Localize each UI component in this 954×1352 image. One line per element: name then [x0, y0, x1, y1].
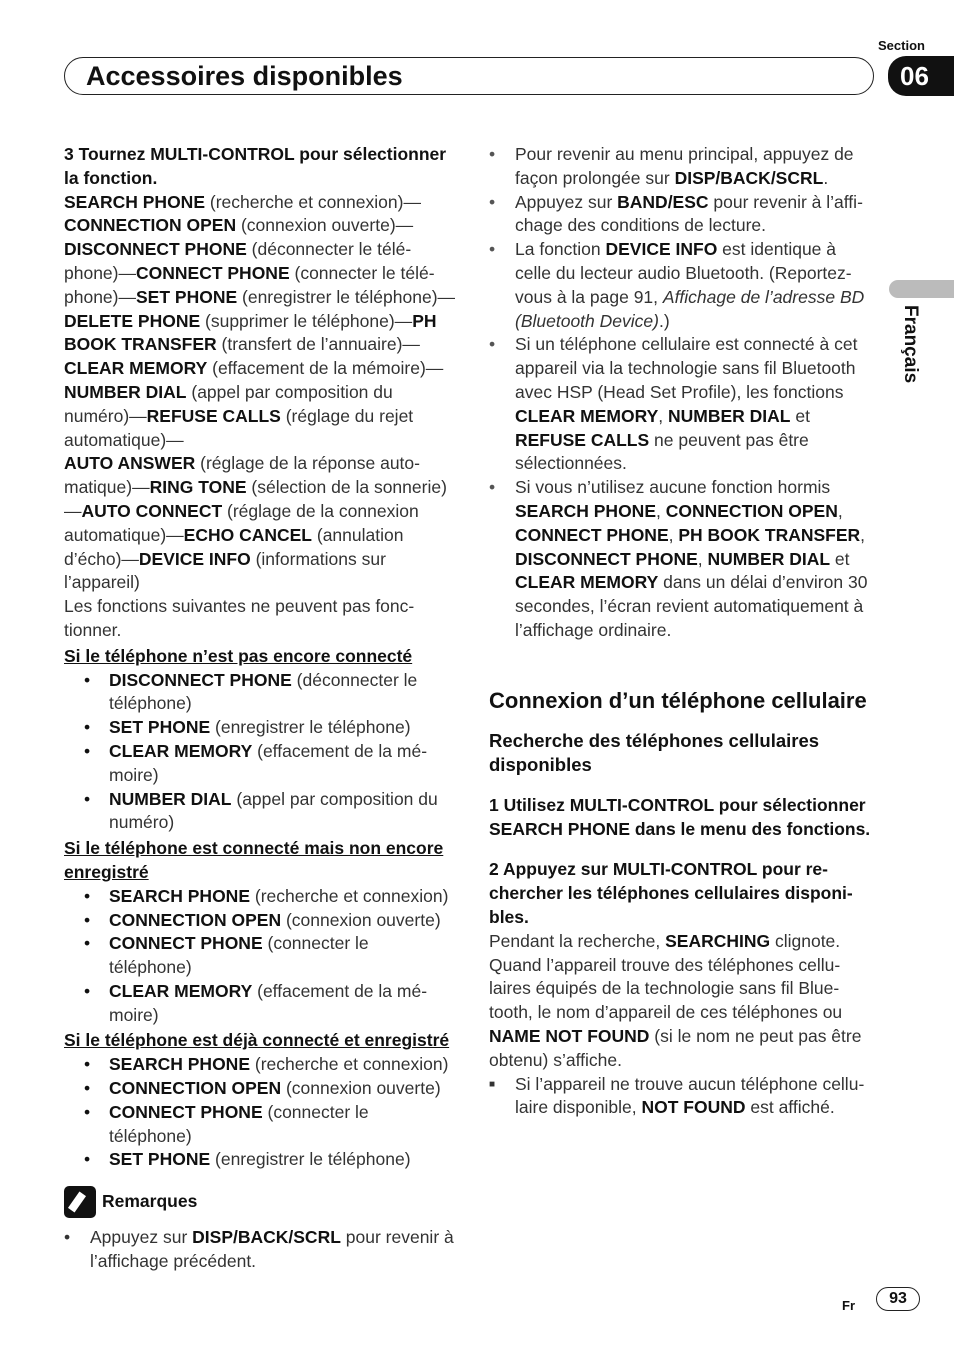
bold-term: SET PHONE	[136, 286, 238, 307]
bold-term: SET PHONE	[109, 1149, 211, 1170]
list-item: • Pour revenir au menu principal, appuyez de façon prolongée sur DISP/BACK/SCRL.	[489, 143, 875, 191]
notes-title: Remarques	[102, 1191, 198, 1212]
list-item: • SEARCH PHONE (recherche et connexion)	[64, 885, 456, 909]
bold-term: DISCONNECT PHONE	[109, 669, 292, 690]
step-2: 2 Appuyez sur MULTI-CONTROL pour rechercher les téléphones cellulaires disponibles.	[489, 859, 853, 927]
step-1: 1 Utilisez MULTI-CONTROL pour sélectionner SEARCH PHONE dans le menu des fonctions.	[489, 794, 871, 839]
language-tab-marker	[889, 280, 954, 298]
right-column	[489, 143, 875, 1120]
bold-term: DISCONNECT PHONE	[515, 548, 698, 569]
section-label: Section	[878, 38, 925, 53]
step-3: 3 Tournez MULTI-CONTROL pour sélectionner la fonction.	[64, 144, 447, 188]
italic-ref: Affichage de l’adresse BD (Bluetooth Device)	[515, 286, 865, 331]
section-number-badge: 06	[888, 56, 954, 96]
searching-paragraph: Pendant la recherche, SEARCHING clignote. Quand l’appareil trouve des téléphones cellulaires équipés de la technologie sans fil Bluetooth, le nom d’appareil de ces téléphones ou NAME NOT FOUND (si le nom ne peut pas être obtenu) s’affiche.	[489, 930, 862, 1070]
list-item: • CLEAR MEMORY (effacement de la mémoire)	[64, 980, 456, 1028]
bold-term: REFUSE CALLS	[515, 429, 650, 450]
left-column	[64, 143, 456, 1274]
list-item: • Appuyez sur DISP/BACK/SCRL pour revenir à l’affichage précédent.	[64, 1226, 456, 1274]
bold-term: NUMBER DIAL	[109, 788, 232, 809]
pencil-note-icon	[64, 1186, 96, 1218]
bold-term: SEARCH PHONE	[515, 500, 656, 521]
footer-language: Fr	[842, 1298, 855, 1313]
not-found-note-list	[489, 1073, 875, 1121]
bold-term: AUTO ANSWER	[64, 453, 196, 474]
group-heading-not-connected: Si le téléphone n’est pas encore connecté	[64, 645, 413, 666]
bold-term: DISP/BACK/SCRL	[192, 1227, 341, 1248]
bold-term: CONNECT PHONE	[109, 1101, 263, 1122]
bold-term: CONNECTION OPEN	[109, 909, 282, 930]
bold-term: NAME NOT FOUND	[489, 1025, 650, 1046]
list-item: • CONNECT PHONE (connecter le téléphone)	[64, 932, 456, 980]
bold-term: SEARCHING	[665, 930, 771, 951]
bold-term: SET PHONE	[109, 717, 211, 738]
bold-term: REFUSE CALLS	[146, 405, 281, 426]
list-item: • SET PHONE (enregistrer le téléphone)	[64, 1148, 456, 1172]
list-item: • SEARCH PHONE (recherche et connexion)	[64, 1053, 456, 1077]
bold-term: PH BOOK TRANSFER	[64, 310, 437, 355]
bold-term: CONNECT PHONE	[515, 524, 669, 545]
left-notes-list	[64, 1226, 456, 1274]
bold-term: DEVICE INFO	[605, 239, 718, 260]
group-list-connected-not-registered	[64, 885, 456, 1028]
page-number: 93	[876, 1287, 920, 1311]
bold-term: PH BOOK TRANSFER	[678, 524, 861, 545]
list-item: • Appuyez sur BAND/ESC pour revenir à l’affichage des conditions de lecture.	[489, 191, 875, 239]
not-found-note: ■ Si l’appareil ne trouve aucun téléphone cellulaire disponible, NOT FOUND est affiché.	[489, 1073, 875, 1121]
cannot-select-text: Les fonctions suivantes ne peuvent pas fonctionner.	[64, 596, 415, 640]
bold-term: SEARCH PHONE	[109, 1054, 250, 1075]
bold-term: CLEAR MEMORY	[64, 358, 208, 379]
list-item: • CONNECTION OPEN (connexion ouverte)	[64, 909, 456, 933]
right-notes-list	[489, 143, 875, 643]
page-title: Accessoires disponibles	[86, 61, 403, 91]
bold-term: DISP/BACK/SCRL	[674, 167, 824, 188]
language-tab	[897, 305, 927, 395]
functions-paragraph: SEARCH PHONE (recherche et connexion)—CONNECTION OPEN (connexion ouverte)—DISCONNECT PHONE (déconnecter le téléphone)—CONNECT PHONE (connecter le téléphone)—SET PHONE (enregistrer le téléphone)—DELETE PHONE (supprimer le téléphone)—PH BOOK TRANSFER (transfert de l’annuaire)—CLEAR MEMORY (effacement de la mémoire)—NUMBER DIAL (appel par composition du numéro)—REFUSE CALLS (réglage du rejet automatique)—	[64, 191, 456, 450]
bold-term: CONNECTION OPEN	[109, 1078, 282, 1099]
bold-term: CONNECTION OPEN	[64, 215, 237, 236]
bold-term: DEVICE INFO	[138, 548, 251, 569]
functions-paragraph-2: AUTO ANSWER (réglage de la réponse automatique)—RING TONE (sélection de la sonnerie)—AUTO CONNECT (réglage de la connexion automatique)—ECHO CANCEL (annulation d’écho)—DEVICE INFO (informations sur l’appareil)	[64, 453, 447, 593]
bold-term: NUMBER DIAL	[707, 548, 831, 569]
bold-term: NUMBER DIAL	[64, 381, 187, 402]
bold-term: NOT FOUND	[641, 1097, 746, 1118]
list-item: • La fonction DEVICE INFO est identique à celle du lecteur audio Bluetooth. (Reportez-vous à la page 91, Affichage de l’adresse BD (Bluetooth Device).)	[489, 238, 875, 333]
list-item: • CONNECT PHONE (connecter le téléphone)	[64, 1101, 456, 1149]
bold-term: CONNECTION OPEN	[665, 500, 838, 521]
bold-term: CLEAR MEMORY	[515, 572, 659, 593]
bold-term: CONNECT PHONE	[136, 262, 290, 283]
group-list-not-connected	[64, 669, 456, 836]
bold-term: ECHO CANCEL	[183, 524, 312, 545]
group-heading-connected-not-registered: Si le téléphone est connecté mais non encore enregistré	[64, 838, 444, 882]
list-item: • NUMBER DIAL (appel par composition du numéro)	[64, 788, 456, 836]
subsection-heading: Recherche des téléphones cellulaires disponibles	[489, 729, 820, 775]
language-tab-label: Français	[900, 305, 921, 384]
bold-term: DELETE PHONE	[64, 310, 201, 331]
bold-term: SEARCH PHONE	[109, 885, 250, 906]
bold-term: CLEAR MEMORY	[515, 405, 659, 426]
list-item: • Si vous n’utilisez aucune fonction hormis SEARCH PHONE, CONNECTION OPEN, CONNECT PHONE, PH BOOK TRANSFER, DISCONNECT PHONE, NUMBER DIAL et CLEAR MEMORY dans un délai d’environ 30 secondes, l’écran revient automatiquement à l’affichage ordinaire.	[489, 476, 875, 643]
list-item: • CONNECTION OPEN (connexion ouverte)	[64, 1077, 456, 1101]
list-item: • Si un téléphone cellulaire est connecté à cet appareil via la technologie sans fil Bluetooth avec HSP (Head Set Profile), les fonctions CLEAR MEMORY, NUMBER DIAL et REFUSE CALLS ne peuvent pas être sélectionnées.	[489, 333, 875, 476]
bold-term: BAND/ESC	[617, 191, 709, 212]
bold-term: DISCONNECT PHONE	[64, 239, 247, 260]
bold-term: CLEAR MEMORY	[109, 980, 253, 1001]
list-item: • DISCONNECT PHONE (déconnecter le téléphone)	[64, 669, 456, 717]
bold-term: NUMBER DIAL	[667, 405, 791, 426]
bold-term: CONNECT PHONE	[109, 933, 263, 954]
bold-term: RING TONE	[149, 477, 247, 498]
bold-term: AUTO CONNECT	[81, 500, 223, 521]
bold-term: SEARCH PHONE	[64, 191, 205, 212]
list-item: • SET PHONE (enregistrer le téléphone)	[64, 716, 456, 740]
bold-term: CLEAR MEMORY	[109, 740, 253, 761]
section-heading: Connexion d’un téléphone cellulaire	[489, 687, 867, 713]
list-item: • CLEAR MEMORY (effacement de la mémoire)	[64, 740, 456, 788]
group-heading-connected-registered: Si le téléphone est déjà connecté et enregistré	[64, 1030, 450, 1051]
group-list-connected-registered	[64, 1053, 456, 1172]
notes-header	[64, 1186, 456, 1218]
